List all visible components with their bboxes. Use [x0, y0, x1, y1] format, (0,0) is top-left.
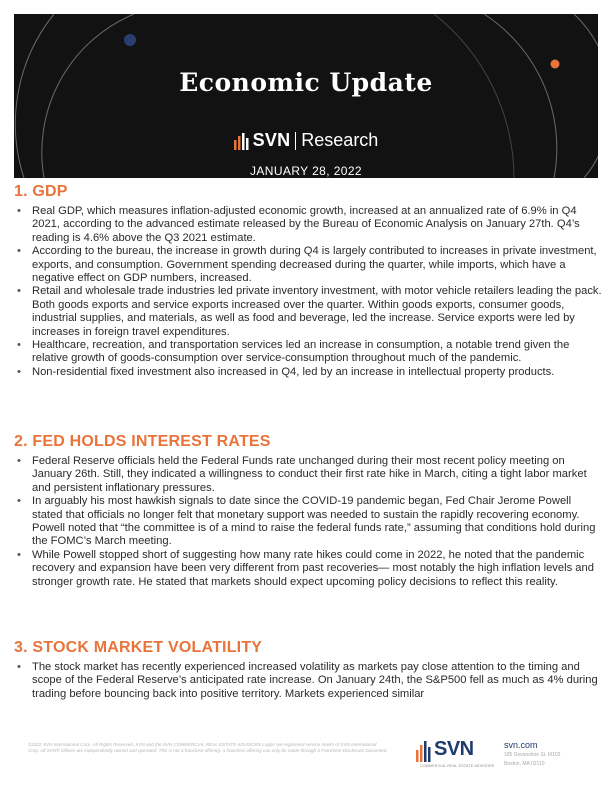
address-line: Boston, MA 02110	[504, 761, 545, 767]
svn-bars-icon	[234, 132, 250, 150]
website-link[interactable]: svn.com	[504, 740, 538, 750]
bullet-list	[14, 205, 604, 379]
list-item: • Real GDP, which measures inflation-adjusted economic growth, increased at an annualized rate of 6.9% in Q4 2021, according to the advanced estimate released by the Bureau of Economic Analysis on January 27th. Q4’s reading is 4.6% above the Q3 2021 estimate.	[14, 205, 604, 245]
header-banner	[14, 14, 598, 178]
report-date: JANUARY 28, 2022	[249, 164, 363, 178]
list-item: • In arguably his most hawkish signals to date since the COVID-19 pandemic began, Fed Chair Jerome Powell stated that officials no longer felt that monetary support was needed to sustain the rapidly recovering economy. Powell noted that “the committee is of a mind to raise the federal funds rate,” assuming that conditions hold during the FOMC’s March meeting.	[14, 495, 604, 549]
section-fed-rates	[14, 433, 604, 589]
svn-bars-icon	[416, 740, 432, 762]
section-gdp	[14, 183, 604, 379]
list-item: • Federal Reserve officials held the Federal Funds rate unchanged during their most recent policy meeting on January 26th. Still, they indicated a willingness to conduct their first rate hike in March, citing a tight labor market and persistent inflationary pressures.	[14, 455, 604, 495]
address-line: 185 Devonshire St. M102	[504, 752, 561, 758]
section-heading: 1. GDP	[14, 183, 68, 200]
footer-contact	[504, 740, 594, 768]
section-heading: 3. STOCK MARKET VOLATILITY	[14, 639, 263, 656]
legal-disclaimer: ©2022 SVN International Corp. All Rights Reserved. SVN and the SVN COMMERCIAL REAL ESTATE ADVISORS Logos are registered service marks of SVN International Corp. All SVN® Offices are independently owned and operated. This is not a franchise offering. A franchise offering can only be made through a Franchise Disclosure Document.	[28, 742, 388, 753]
section-heading: 2. FED HOLDS INTEREST RATES	[14, 433, 271, 450]
footer-logo	[416, 736, 495, 772]
brand-divider	[295, 132, 296, 150]
footer-logo-text: SVN	[434, 738, 474, 760]
list-item: • Healthcare, recreation, and transportation services led an increase in consumption, a notable trend given the relative growth of goods-consumption over service-consumption throughout much of the pandemic.	[14, 339, 604, 366]
bullet-list	[14, 661, 604, 701]
footer-logo-tagline: COMMERCIAL REAL ESTATE ADVISORS	[420, 764, 495, 768]
section-stock-volatility	[14, 639, 604, 701]
brand-division: Research	[301, 130, 379, 150]
blue-dot-icon	[124, 34, 136, 46]
list-item: • Retail and wholesale trade industries led private inventory investment, with motor vehicle retailers leading the pack. Both goods exports and service exports increased over the quarter. Within goods exports, consumer goods, industrial supplies, and materials, as well as food and beverage, led the increase. Service exports were led by increases in foreign travel expenditures.	[14, 285, 604, 339]
brand-lockup	[14, 130, 598, 151]
list-item: • Non-residential fixed investment also increased in Q4, led by an increase in intellectual property products.	[14, 366, 604, 379]
list-item: • While Powell stopped short of suggesting how many rate hikes could come in 2022, he noted that the pandemic recovery and expansion have been very different from past recoveries— most notably the high inflation levels and stronger growth rate. He stated that markets should expect upcoming policy decisions to reflect this reality.	[14, 549, 604, 589]
list-item: • The stock market has recently experienced increased volatility as markets pay close attention to the timing and scope of the Federal Reserve’s anticipated rate increase. On January 24th, the S&P500 fell as much as 4% during trading before bouncing back into positive territory. Markets experienced similar	[14, 661, 604, 701]
list-item: • According to the bureau, the increase in growth during Q4 is largely contributed to increases in private investment, exports, and consumption. Government spending decreased during the quarter, while imports, which have a negative effect on GDP numbers, increased.	[14, 245, 604, 285]
bullet-list	[14, 455, 604, 589]
page-footer	[28, 736, 588, 776]
page-title: Economic Update	[179, 68, 433, 97]
brand-name: SVN	[252, 130, 291, 150]
